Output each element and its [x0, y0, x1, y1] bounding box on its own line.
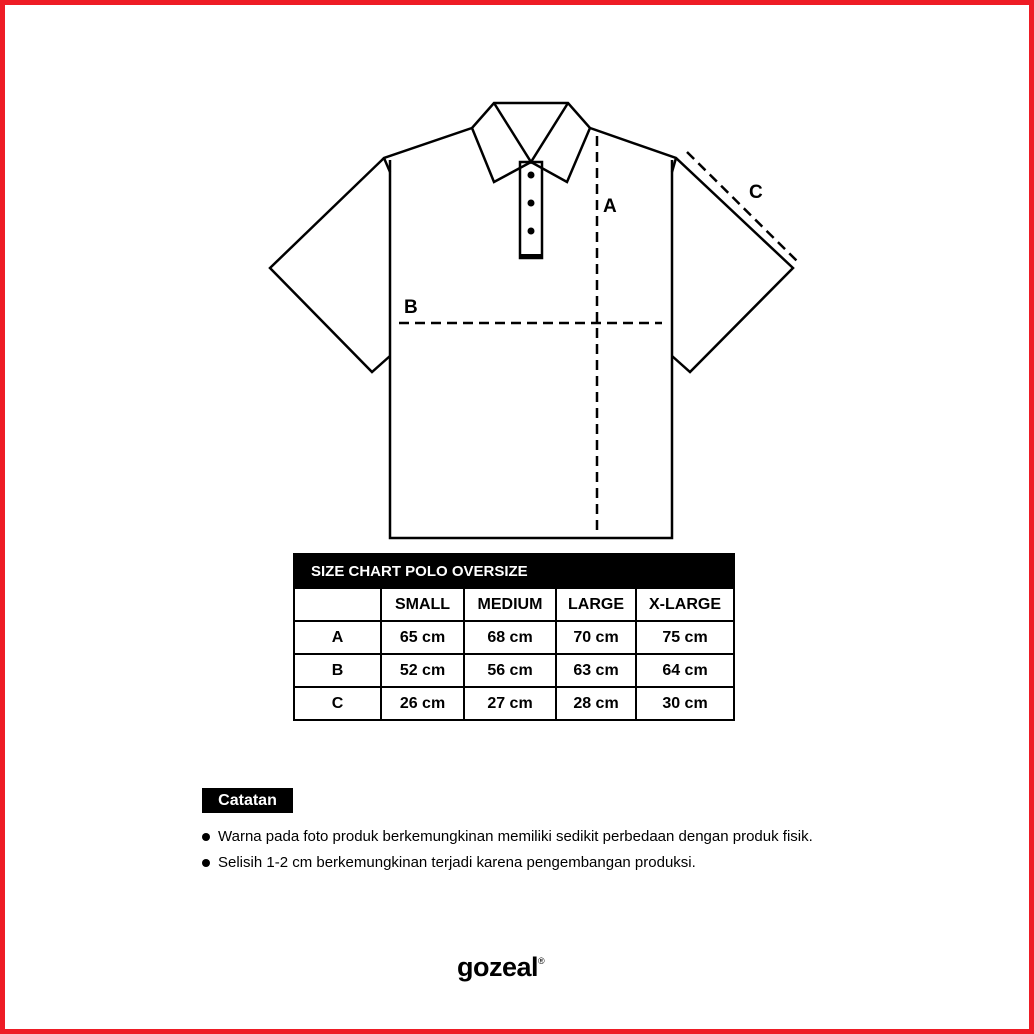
table-title-row [294, 554, 734, 588]
button-3 [528, 228, 535, 235]
table-cell: 27 cm [464, 687, 556, 720]
table-header-row [294, 588, 734, 621]
table-cell: 75 cm [636, 621, 734, 654]
table-title: SIZE CHART POLO OVERSIZE [294, 554, 734, 588]
brand-name: gozeal [457, 952, 539, 982]
shirt-body-outline [390, 160, 672, 538]
table-cell: 26 cm [381, 687, 464, 720]
left-sleeve-outline [270, 128, 472, 372]
table-cell: 28 cm [556, 687, 636, 720]
placket-bottom [520, 254, 542, 259]
row-label: A [294, 621, 381, 654]
list-item [202, 824, 813, 850]
bullet-icon [202, 833, 210, 841]
button-1 [528, 172, 535, 179]
table-cell: 63 cm [556, 654, 636, 687]
table-cell: 30 cm [636, 687, 734, 720]
size-chart-table [293, 553, 735, 721]
placket-buttons [528, 172, 535, 235]
note-text: Selisih 1-2 cm berkemungkinan terjadi karena pengembangan produksi. [218, 854, 696, 871]
label-b: B [404, 297, 418, 318]
table-row [294, 621, 734, 654]
bullet-icon [202, 859, 210, 867]
header-small: SMALL [381, 588, 464, 621]
collar-outline [472, 103, 590, 182]
table-cell: 64 cm [636, 654, 734, 687]
list-item [202, 850, 813, 876]
note-text: Warna pada foto produk berkemungkinan memiliki sedikit perbedaan dengan produk fisik. [218, 828, 813, 845]
table-cell: 56 cm [464, 654, 556, 687]
table-cell: 52 cm [381, 654, 464, 687]
notes-list [202, 824, 813, 876]
header-xlarge: X-LARGE [636, 588, 734, 621]
header-medium: MEDIUM [464, 588, 556, 621]
row-label: B [294, 654, 381, 687]
notes-heading: Catatan [202, 788, 293, 813]
brand-logo [457, 952, 544, 983]
header-empty-cell [294, 588, 381, 621]
table-row [294, 687, 734, 720]
row-label: C [294, 687, 381, 720]
table-cell: 65 cm [381, 621, 464, 654]
right-sleeve-outline [590, 128, 793, 372]
registered-mark: ® [538, 956, 545, 966]
measure-line-c [687, 152, 797, 261]
label-c: C [749, 182, 763, 203]
table-row [294, 654, 734, 687]
table-cell: 70 cm [556, 621, 636, 654]
table-cell: 68 cm [464, 621, 556, 654]
label-a: A [603, 196, 617, 217]
header-large: LARGE [556, 588, 636, 621]
button-2 [528, 200, 535, 207]
